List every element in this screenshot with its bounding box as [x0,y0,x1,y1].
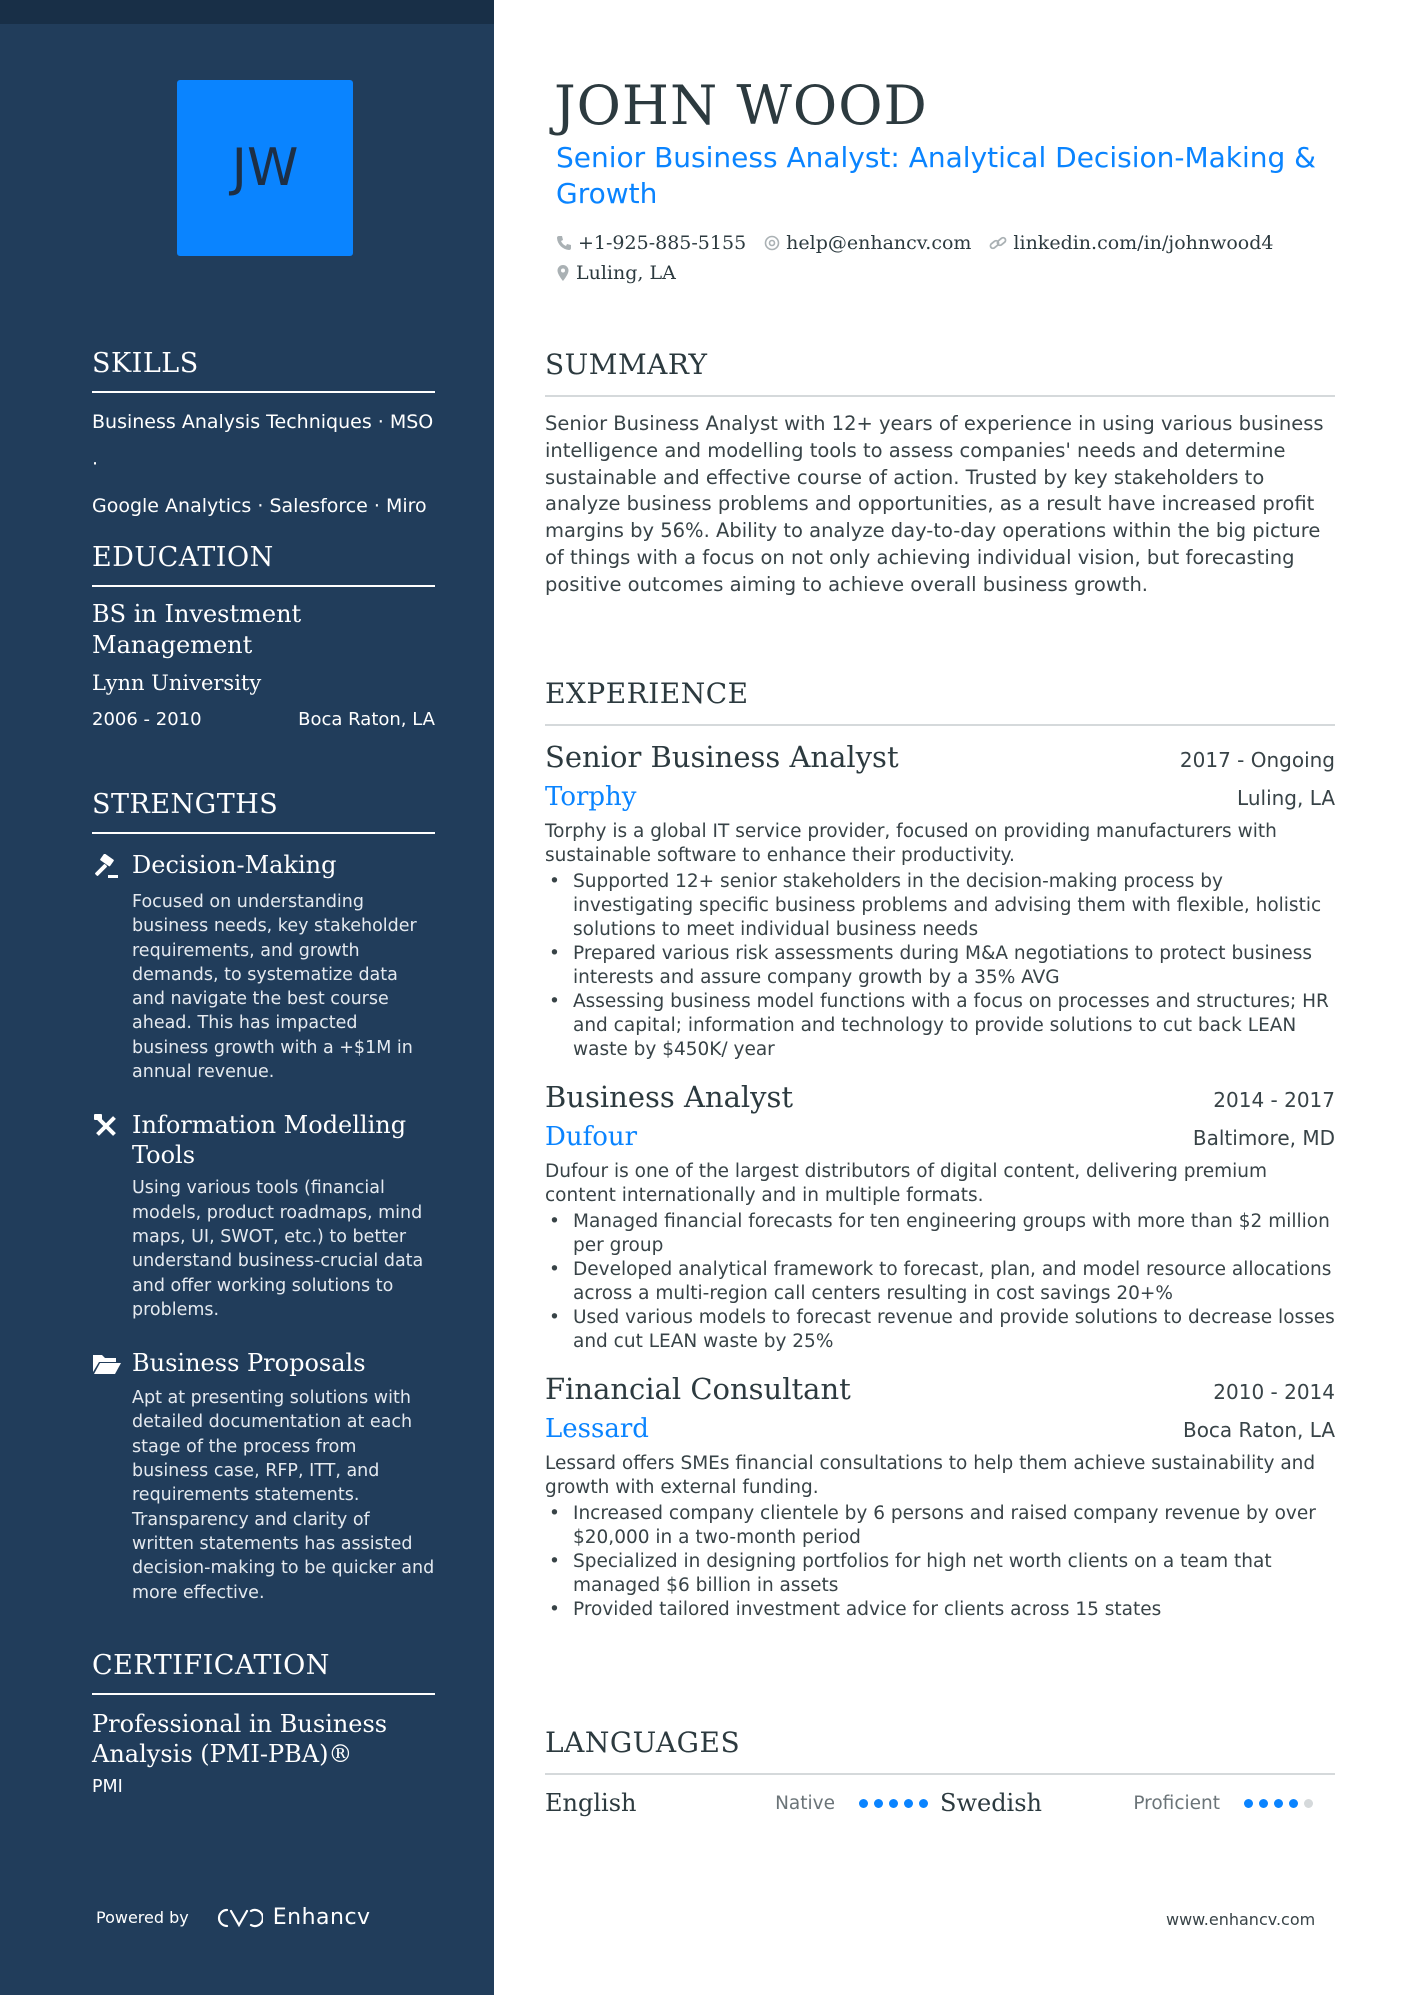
strength-item [92,850,435,1084]
job-description: Dufour is one of the largest distributors of digital content, delivering premium content internationally and in multiple formats. [545,1161,1268,1206]
education-section [92,542,435,730]
language-level: Native [775,1792,835,1814]
strengths-section [92,789,435,1605]
language-rating [859,1799,934,1808]
job-company: Lessard [545,1414,649,1444]
job-bullets [545,1210,1335,1354]
strength-description: Using various tools (financial models, product roadmaps, mind maps, UI, SWOT, etc.) to better understand business-crucial data and offer working solutions to problems. [132,1178,424,1320]
strength-description: Focused on understanding business needs, key stakeholder requirements, and growth demands, to systematize data and navigate the best course ahead. This has impacted business growth with a +$1M in annual revenue. [132,892,417,1083]
strength-title: Decision-Making [132,851,337,879]
experience-title: EXPERIENCE [545,677,1335,726]
gavel-icon [92,850,132,884]
job-bullet: • Increased company clientele by 6 persons and raised company revenue by over $20,000 in a two-month period [545,1502,1335,1550]
tools-icon [92,1110,132,1144]
skills-line-2: Google Analytics · Salesforce · Miro [92,495,427,517]
education-title: EDUCATION [92,542,435,587]
language-name: English [545,1789,637,1817]
rating-dot [904,1799,913,1808]
folder-open-icon [92,1348,132,1380]
rating-dot [859,1799,868,1808]
phone-icon [556,235,572,251]
sidebar [0,0,494,1995]
certification-name: Professional in Business Analysis (PMI-PBA)® [92,1710,388,1768]
skills-section [92,348,435,527]
job-location: Boca Raton, LA [1182,1418,1335,1442]
rating-dot [1304,1799,1313,1808]
location-text: Luling, LA [576,262,676,284]
language-item [545,1789,940,1817]
job-location: Luling, LA [1237,786,1335,810]
job-bullet: • Supported 12+ senior stakeholders in the decision-making process by investigating specific business problems and advising them with flexible, holistic solutions to meet individual business needs [545,870,1335,942]
job-dates: 2014 - 2017 [1213,1088,1335,1112]
at-icon [764,235,780,251]
job-bullet: • Prepared various risk assessments during M&A negotiations to protect business interests and assure company growth by a 35% AVG [545,942,1335,990]
job-dates: 2017 - Ongoing [1179,748,1335,772]
education-degree: BS in Investment Management [92,600,302,659]
job-bullets [545,870,1335,1062]
phone-text: +1-925-885-5155 [578,232,747,254]
link-icon [989,235,1007,251]
education-meta [92,709,435,730]
certification-org: PMI [92,1777,123,1797]
rating-dot [1289,1799,1298,1808]
job-entry [545,1080,1335,1354]
strength-title: Information Modelling Tools [132,1111,407,1170]
phone-contact[interactable] [556,232,746,254]
job-bullets [545,1502,1335,1622]
job-description: Lessard offers SMEs financial consultations to help them achieve sustainability and growth with external funding. [545,1453,1316,1498]
powered-by-label: Powered by [96,1908,189,1927]
strength-title: Business Proposals [132,1349,366,1378]
job-location: Baltimore, MD [1192,1126,1335,1150]
rating-dot [1259,1799,1268,1808]
contact-info [556,228,1336,288]
job-title: Financial Consultant [545,1372,851,1406]
job-bullet: • Managed financial forecasts for ten engineering groups with more than $2 million per group [545,1210,1335,1258]
email-contact[interactable] [764,232,971,254]
job-bullet: • Assessing business model functions with a focus on processes and structures; HR and capital; information and technology to provide solutions to cut back LEAN waste by $450K/ year [545,990,1335,1062]
languages-section [545,1726,1335,1817]
job-entry [545,1372,1335,1622]
summary-title: SUMMARY [545,348,1335,397]
avatar: JW [177,80,353,256]
job-title: Business Analyst [545,1080,794,1114]
certification-title: CERTIFICATION [92,1650,435,1695]
job-entry [545,740,1335,1062]
footer-site-link[interactable]: www.enhancv.com [1166,1910,1316,1929]
education-location: Boca Raton, LA [298,709,435,730]
rating-dot [874,1799,883,1808]
job-dates: 2010 - 2014 [1213,1380,1335,1404]
rating-dot [919,1799,928,1808]
powered-by [96,1905,371,1930]
summary-text: Senior Business Analyst with 12+ years of experience in using various business intelligence and modelling tools to assess companies' needs and determine sustainable and effective course of action. Trusted by key stakeholders to analyze business problems and opportunities, as a result have increased profit margins by 56%. Ability to analyze day-to-day operations within the big picture of things with a focus on not only achieving individual vision, but forecasting positive outcomes aiming to achieve overall business growth. [545,412,1324,596]
job-description: Torphy is a global IT service provider, focused on providing manufacturers with sustainable software to enhance their productivity. [545,821,1277,866]
language-item [940,1789,1335,1817]
linkedin-contact[interactable] [989,232,1273,254]
strength-item [92,1348,435,1605]
location-pin-icon [556,264,570,282]
certification-section [92,1650,435,1797]
rating-dot [1244,1799,1253,1808]
skills-line-1: Business Analysis Techniques · MSO · [92,411,434,475]
candidate-name: JOHN WOOD [554,74,928,137]
job-bullet: • Used various models to forecast revenue and provide solutions to decrease losses and cut LEAN waste by 25% [545,1306,1335,1354]
job-title: Senior Business Analyst [545,740,899,774]
job-company: Dufour [545,1122,638,1152]
education-dates: 2006 - 2010 [92,709,202,730]
job-bullet: • Provided tailored investment advice for clients across 15 states [545,1598,1335,1622]
job-bullet: • Developed analytical framework to forecast, plan, and model resource allocations across a multi-region call centers resulting in cost savings 20+% [545,1258,1335,1306]
languages-title: LANGUAGES [545,1726,1335,1775]
enhancv-brand: Enhancv [272,1905,371,1930]
education-school: Lynn University [92,671,262,695]
enhancv-logo[interactable] [215,1905,371,1930]
job-bullet: • Specialized in designing portfolios for high net worth clients on a team that managed $6 billion in assets [545,1550,1335,1598]
language-rating [1244,1799,1319,1808]
job-company: Torphy [545,782,637,812]
language-level: Proficient [1133,1792,1220,1814]
summary-section [545,348,1335,599]
rating-dot [889,1799,898,1808]
sidebar-top-strip [0,0,494,24]
skills-title: SKILLS [92,348,435,393]
location-contact [556,262,676,284]
language-name: Swedish [940,1789,1042,1817]
strength-description: Apt at presenting solutions with detailed documentation at each stage of the process from business case, RFP, ITT, and requirements statements. Transparency and clarity of written statements has assisted decision-making to be quicker and more effective. [132,1388,435,1603]
rating-dot [1274,1799,1283,1808]
linkedin-text: linkedin.com/in/johnwood4 [1013,232,1274,254]
candidate-headline: Senior Business Analyst: Analytical Decision-Making & Growth [556,141,1317,210]
enhancv-logo-icon [215,1907,263,1929]
email-text: help@enhancv.com [786,232,972,254]
strengths-title: STRENGTHS [92,789,435,834]
strength-item [92,1110,435,1322]
experience-section [545,677,1335,1622]
